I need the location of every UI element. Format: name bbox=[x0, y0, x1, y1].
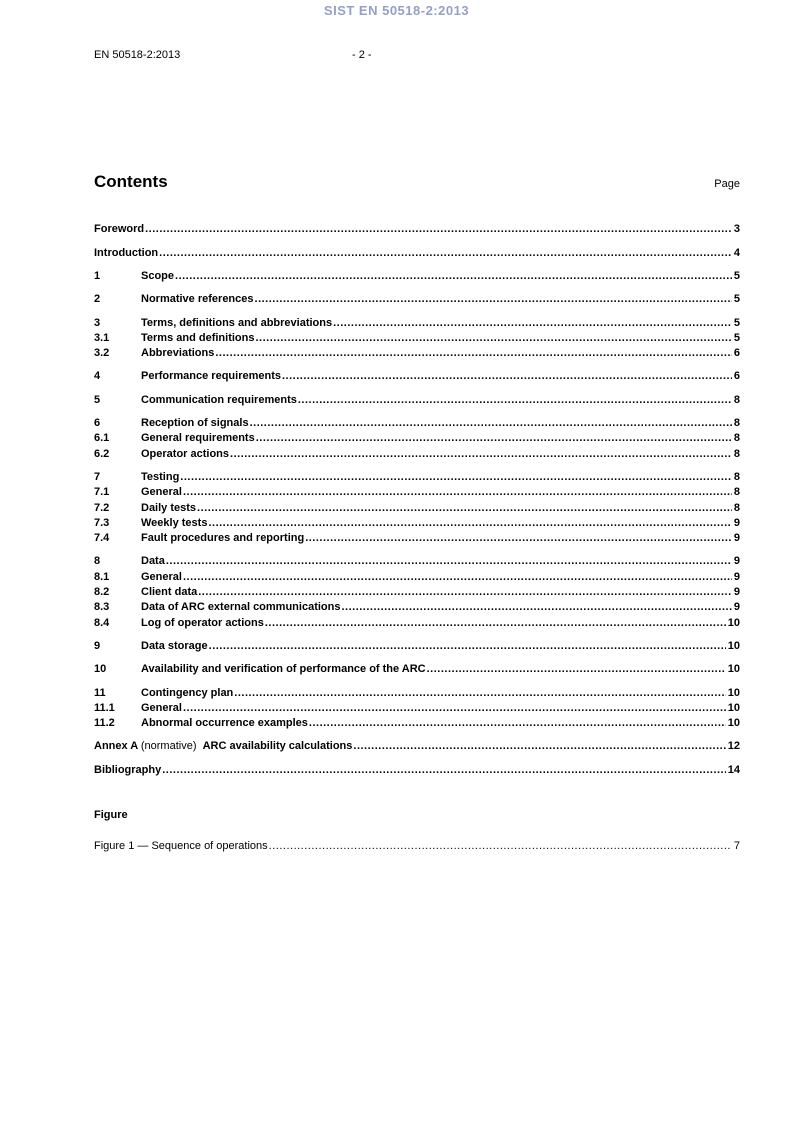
dot-leader bbox=[215, 346, 732, 361]
toc-entry bbox=[94, 554, 740, 569]
entry-title-segment: Foreword bbox=[94, 223, 145, 236]
entry-title-segment: Data bbox=[141, 555, 165, 568]
entry-title-segment: Data of ARC external communications bbox=[141, 601, 341, 614]
entry-title-segment: Log of operator actions bbox=[141, 616, 264, 629]
entry-page-number: 9 bbox=[733, 586, 740, 599]
entry-page-number: 12 bbox=[727, 740, 740, 753]
entry-page-number: 8 bbox=[733, 417, 740, 430]
entry-page-number: 10 bbox=[727, 701, 740, 714]
entry-title bbox=[141, 470, 179, 485]
entry-number: 6.2 bbox=[94, 447, 110, 460]
entry-title-segment: Annex A bbox=[94, 740, 141, 753]
dot-leader bbox=[298, 393, 732, 408]
toc-entry bbox=[94, 763, 740, 778]
entry-number: 11.2 bbox=[94, 717, 115, 730]
entry-number: 9 bbox=[94, 639, 101, 652]
entry-page-number: 5 bbox=[733, 269, 740, 282]
entry-number: 1 bbox=[94, 269, 101, 282]
entry-title bbox=[141, 662, 426, 677]
entry-title-segment: Communication requirements bbox=[141, 393, 297, 406]
toc-entry bbox=[94, 447, 740, 462]
entry-title-segment: Weekly tests bbox=[141, 516, 208, 529]
entry-title bbox=[141, 369, 281, 384]
entry-title bbox=[141, 585, 197, 600]
toc-entry bbox=[94, 585, 740, 600]
dot-leader bbox=[255, 331, 731, 346]
toc-entry bbox=[94, 346, 740, 361]
entry-page-number: 9 bbox=[733, 601, 740, 614]
entry-title-segment: Performance requirements bbox=[141, 370, 281, 383]
entry-page-number: 4 bbox=[733, 246, 740, 259]
entry-title bbox=[141, 485, 182, 500]
dot-leader bbox=[265, 616, 726, 631]
entry-number: 8.2 bbox=[94, 586, 110, 599]
entry-title bbox=[141, 516, 207, 531]
entry-number: 7.2 bbox=[94, 501, 110, 514]
toc-entry bbox=[94, 616, 740, 631]
entry-title-segment: Bibliography bbox=[94, 763, 162, 776]
page-column-label: Page bbox=[714, 178, 740, 190]
entry-page-number: 8 bbox=[733, 501, 740, 514]
toc-list bbox=[94, 222, 740, 778]
dot-leader bbox=[255, 292, 732, 307]
entry-page-number: 10 bbox=[727, 639, 740, 652]
entry-title bbox=[141, 716, 308, 731]
entry-page-number: 7 bbox=[733, 840, 740, 853]
toc-entry bbox=[94, 316, 740, 331]
entry-title-segment: Availability and verification of performance of the ARC bbox=[141, 663, 426, 676]
entry-page-number: 8 bbox=[733, 486, 740, 499]
entry-number: 7.3 bbox=[94, 516, 110, 529]
dot-leader bbox=[309, 716, 726, 731]
dot-leader bbox=[305, 531, 732, 546]
entry-title bbox=[141, 346, 214, 361]
toc-entry bbox=[94, 639, 740, 654]
dot-leader bbox=[427, 662, 726, 677]
toc-entry bbox=[94, 501, 740, 516]
entry-title bbox=[141, 616, 264, 631]
toc-entry bbox=[94, 686, 740, 701]
dot-leader bbox=[180, 470, 732, 485]
content-column bbox=[94, 172, 740, 855]
entry-title bbox=[141, 501, 196, 516]
entry-title bbox=[141, 600, 340, 615]
dot-leader bbox=[183, 701, 726, 716]
toc-entry bbox=[94, 222, 740, 237]
dot-leader bbox=[197, 501, 732, 516]
dot-leader bbox=[282, 369, 732, 384]
entry-title-segment: Introduction bbox=[94, 246, 159, 259]
entry-title bbox=[94, 763, 161, 778]
entry-number: 11.1 bbox=[94, 701, 115, 714]
toc-entry bbox=[94, 393, 740, 408]
entry-number: 3.1 bbox=[94, 331, 110, 344]
dot-leader bbox=[341, 600, 731, 615]
entry-title bbox=[141, 686, 233, 701]
entry-number: 7 bbox=[94, 470, 101, 483]
toc-entry bbox=[94, 739, 740, 754]
dot-leader bbox=[250, 416, 732, 431]
entry-title-segment: Data storage bbox=[141, 639, 208, 652]
entry-title bbox=[141, 701, 182, 716]
entry-page-number: 10 bbox=[727, 616, 740, 629]
entry-title-segment: General bbox=[141, 486, 182, 499]
entry-title bbox=[94, 739, 352, 754]
figure-entry bbox=[94, 839, 740, 854]
toc-entry bbox=[94, 531, 740, 546]
entry-title-segment: Normative references bbox=[141, 293, 254, 306]
entry-title bbox=[141, 269, 174, 284]
toc-entry bbox=[94, 292, 740, 307]
entry-title-segment: Abbreviations bbox=[141, 347, 215, 360]
entry-number: 4 bbox=[94, 370, 101, 383]
entry-title-segment: Reception of signals bbox=[141, 417, 249, 430]
toc-entry bbox=[94, 570, 740, 585]
entry-title bbox=[141, 431, 255, 446]
toc-entry bbox=[94, 369, 740, 384]
entry-title bbox=[141, 416, 249, 431]
entry-title-segment: (normative) bbox=[140, 740, 203, 753]
dot-leader bbox=[162, 763, 726, 778]
entry-number: 8.3 bbox=[94, 601, 110, 614]
watermark-text: SIST EN 50518-2:2013 bbox=[323, 3, 470, 18]
page-number-label: - 2 - bbox=[352, 49, 372, 61]
entry-page-number: 8 bbox=[733, 470, 740, 483]
entry-number: 8.1 bbox=[94, 570, 110, 583]
entry-page-number: 5 bbox=[733, 293, 740, 306]
dot-leader bbox=[209, 639, 726, 654]
entry-page-number: 5 bbox=[733, 316, 740, 329]
entry-title-segment: General requirements bbox=[141, 432, 255, 445]
entry-page-number: 9 bbox=[733, 555, 740, 568]
contents-title: Contents bbox=[94, 172, 168, 191]
entry-title-segment: Abnormal occurrence examples bbox=[141, 717, 308, 730]
entry-number: 7.4 bbox=[94, 532, 110, 545]
entry-page-number: 10 bbox=[727, 686, 740, 699]
entry-page-number: 10 bbox=[727, 717, 740, 730]
entry-page-number: 3 bbox=[733, 223, 740, 236]
toc-entry bbox=[94, 246, 740, 261]
entry-title-segment: ARC availability calculations bbox=[202, 740, 353, 753]
dot-leader bbox=[145, 222, 732, 237]
toc-entry bbox=[94, 716, 740, 731]
entry-title bbox=[141, 447, 229, 462]
entry-page-number: 10 bbox=[727, 663, 740, 676]
dot-leader bbox=[333, 316, 732, 331]
entry-title-segment: Client data bbox=[141, 586, 198, 599]
entry-number: 10 bbox=[94, 663, 107, 676]
entry-page-number: 9 bbox=[733, 516, 740, 529]
entry-number: 6 bbox=[94, 417, 101, 430]
document-reference: EN 50518-2:2013 bbox=[94, 49, 181, 61]
entry-title-segment: Terms, definitions and abbreviations bbox=[141, 316, 333, 329]
entry-page-number: 6 bbox=[733, 370, 740, 383]
entry-title bbox=[141, 393, 297, 408]
entry-title bbox=[94, 222, 144, 237]
entry-number: 8.4 bbox=[94, 616, 110, 629]
dot-leader bbox=[159, 246, 732, 261]
entry-title-segment: Contingency plan bbox=[141, 686, 234, 699]
toc-entry bbox=[94, 485, 740, 500]
entry-number: 2 bbox=[94, 293, 101, 306]
entry-title-segment: Testing bbox=[141, 470, 180, 483]
entry-number: 6.1 bbox=[94, 432, 110, 445]
entry-title-segment: Scope bbox=[141, 269, 175, 282]
toc-entry bbox=[94, 701, 740, 716]
dot-leader bbox=[183, 570, 732, 585]
entry-title bbox=[141, 570, 182, 585]
entry-page-number: 8 bbox=[733, 393, 740, 406]
entry-number: 5 bbox=[94, 393, 101, 406]
entry-page-number: 8 bbox=[733, 432, 740, 445]
entry-title bbox=[141, 554, 165, 569]
entry-page-number: 5 bbox=[733, 331, 740, 344]
entry-number: 3.2 bbox=[94, 347, 110, 360]
entry-page-number: 6 bbox=[733, 347, 740, 360]
entry-title-segment: Daily tests bbox=[141, 501, 197, 514]
dot-leader bbox=[353, 739, 725, 754]
entry-title-segment: General bbox=[141, 570, 182, 583]
toc-entry bbox=[94, 600, 740, 615]
entry-title bbox=[141, 531, 304, 546]
toc-entry bbox=[94, 431, 740, 446]
entry-number: 3 bbox=[94, 316, 101, 329]
entry-page-number: 14 bbox=[727, 763, 740, 776]
entry-number: 11 bbox=[94, 686, 106, 699]
entry-page-number: 9 bbox=[733, 532, 740, 545]
toc-entry bbox=[94, 269, 740, 284]
toc-entry bbox=[94, 662, 740, 677]
dot-leader bbox=[208, 516, 731, 531]
entry-title-segment: Operator actions bbox=[141, 447, 230, 460]
entry-title bbox=[94, 839, 268, 854]
toc-entry bbox=[94, 516, 740, 531]
figures-list bbox=[94, 839, 740, 854]
toc-entry bbox=[94, 416, 740, 431]
entry-title bbox=[141, 331, 254, 346]
entry-title bbox=[141, 639, 208, 654]
contents-header bbox=[94, 172, 740, 192]
entry-title-segment: Fault procedures and reporting bbox=[141, 532, 305, 545]
toc-entry bbox=[94, 331, 740, 346]
dot-leader bbox=[234, 686, 725, 701]
entry-number: 8 bbox=[94, 555, 101, 568]
figures-section-heading: Figure bbox=[94, 809, 128, 821]
dot-leader bbox=[175, 269, 732, 284]
entry-title bbox=[94, 246, 158, 261]
dot-leader bbox=[269, 839, 732, 854]
dot-leader bbox=[198, 585, 732, 600]
dot-leader bbox=[230, 447, 732, 462]
toc-entry bbox=[94, 470, 740, 485]
dot-leader bbox=[166, 554, 732, 569]
entry-number: 7.1 bbox=[94, 486, 110, 499]
entry-page-number: 8 bbox=[733, 447, 740, 460]
entry-title-segment: Figure 1 — Sequence of operations bbox=[94, 840, 268, 853]
dot-leader bbox=[256, 431, 732, 446]
entry-title-segment: General bbox=[141, 701, 182, 714]
entry-page-number: 9 bbox=[733, 570, 740, 583]
dot-leader bbox=[183, 485, 732, 500]
entry-title bbox=[141, 292, 254, 307]
entry-title bbox=[141, 316, 332, 331]
entry-title-segment: Terms and definitions bbox=[141, 331, 255, 344]
